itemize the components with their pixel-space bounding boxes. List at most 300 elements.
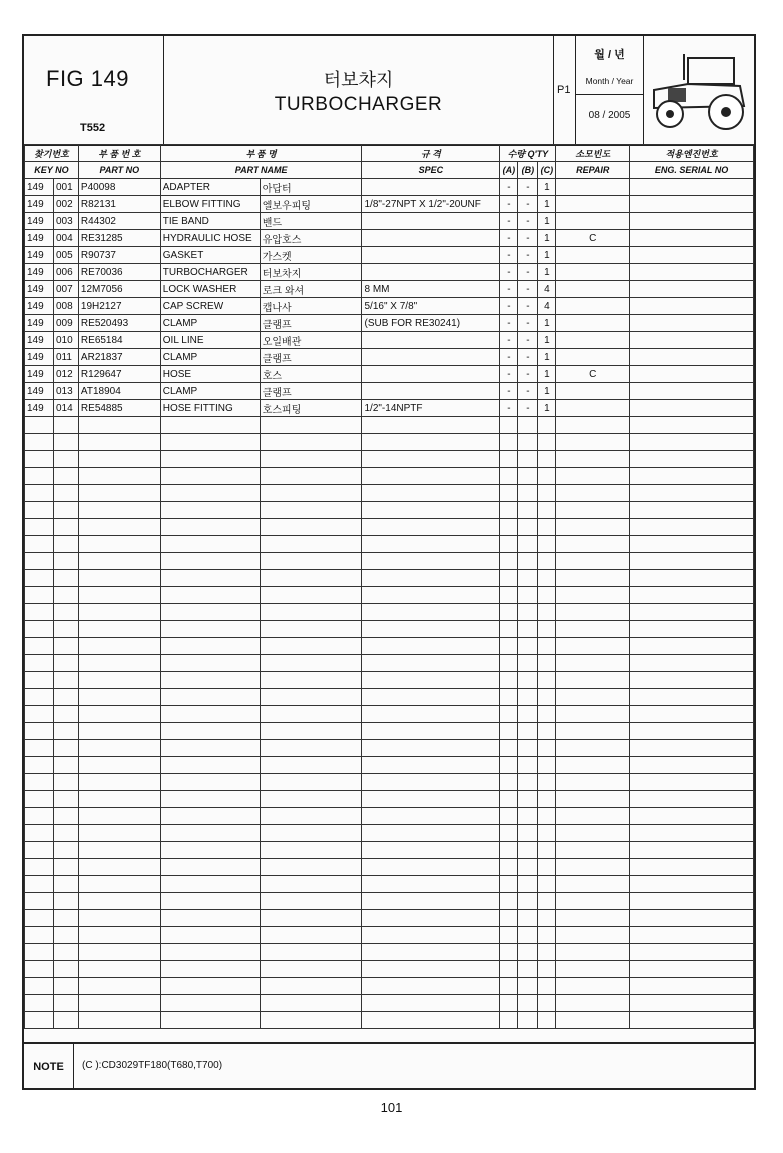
qty-b-cell (518, 842, 538, 859)
empty-table-row (25, 553, 754, 570)
serial-cell (630, 672, 754, 689)
part-name-en-cell (160, 910, 260, 927)
part-name-ko-cell (260, 859, 362, 876)
part-name-ko-cell (260, 553, 362, 570)
qty-b-cell (518, 910, 538, 927)
repair-cell (556, 706, 630, 723)
part-no-cell (78, 638, 160, 655)
part-name-en-cell: TIE BAND (160, 213, 260, 230)
part-name-en-cell (160, 621, 260, 638)
qty-c-cell (538, 468, 556, 485)
spec-cell (362, 536, 500, 553)
part-name-en-cell: ELBOW FITTING (160, 196, 260, 213)
empty-table-row (25, 876, 754, 893)
serial-cell (630, 723, 754, 740)
part-name-ko-cell: 캡나사 (260, 298, 362, 315)
qty-c-header: (C) (538, 162, 556, 179)
key-cell: 014 (53, 400, 78, 417)
table-row (25, 213, 754, 230)
key-cell (53, 519, 78, 536)
part-name-en-cell (160, 808, 260, 825)
qty-c-cell (538, 791, 556, 808)
empty-table-row (25, 570, 754, 587)
figure-number: FIG 149 (46, 66, 129, 91)
qty-b-cell: - (518, 315, 538, 332)
part-no-header: PART NO (78, 162, 160, 179)
part-name-ko-cell (260, 995, 362, 1012)
repair-cell (556, 689, 630, 706)
qty-a-cell (500, 655, 518, 672)
key-cell: 004 (53, 230, 78, 247)
qty-b-cell: - (518, 298, 538, 315)
part-no-cell (78, 995, 160, 1012)
qty-b-cell (518, 740, 538, 757)
repair-cell (556, 468, 630, 485)
qty-c-cell (538, 995, 556, 1012)
qty-c-cell (538, 570, 556, 587)
part-name-en-cell (160, 944, 260, 961)
serial-header-ko: 적용엔진번호 (630, 145, 754, 162)
fig-cell (25, 706, 54, 723)
serial-cell (630, 519, 754, 536)
spec-cell (362, 774, 500, 791)
part-name-en-cell (160, 655, 260, 672)
fig-cell (25, 876, 54, 893)
key-cell (53, 655, 78, 672)
table-row (25, 298, 754, 315)
qty-c-cell: 1 (538, 230, 556, 247)
part-no-cell (78, 1012, 160, 1029)
qty-c-cell (538, 825, 556, 842)
serial-cell (630, 230, 754, 247)
fig-cell: 149 (25, 332, 54, 349)
empty-table-row (25, 655, 754, 672)
qty-b-cell: - (518, 349, 538, 366)
qty-b-cell (518, 791, 538, 808)
part-no-cell (78, 893, 160, 910)
key-cell (53, 587, 78, 604)
part-no-cell (78, 859, 160, 876)
repair-cell (556, 791, 630, 808)
part-name-en-cell (160, 417, 260, 434)
repair-cell (556, 587, 630, 604)
qty-a-cell (500, 519, 518, 536)
part-name-ko-cell (260, 825, 362, 842)
issue-date: 08 / 2005 (588, 110, 631, 121)
part-name-en-cell (160, 536, 260, 553)
serial-cell (630, 213, 754, 230)
qty-a-cell: - (500, 332, 518, 349)
repair-cell (556, 808, 630, 825)
part-name-ko-cell (260, 502, 362, 519)
key-cell: 005 (53, 247, 78, 264)
fig-cell: 149 (25, 213, 54, 230)
part-name-en-cell: CLAMP (160, 383, 260, 400)
repair-cell (556, 927, 630, 944)
qty-c-cell (538, 451, 556, 468)
repair-cell (556, 876, 630, 893)
empty-table-row (25, 910, 754, 927)
part-name-en-cell (160, 519, 260, 536)
serial-cell (630, 587, 754, 604)
part-name-ko-cell (260, 1012, 362, 1029)
part-name-ko-cell (260, 621, 362, 638)
qty-c-cell (538, 706, 556, 723)
part-no-cell (78, 451, 160, 468)
part-name-ko-cell (260, 944, 362, 961)
empty-table-row (25, 757, 754, 774)
repair-cell (556, 281, 630, 298)
serial-cell (630, 349, 754, 366)
qty-a-cell (500, 723, 518, 740)
repair-cell (556, 638, 630, 655)
fig-cell (25, 791, 54, 808)
qty-a-cell (500, 842, 518, 859)
key-cell (53, 417, 78, 434)
serial-cell (630, 842, 754, 859)
part-name-en-cell: HOSE (160, 366, 260, 383)
empty-table-row (25, 859, 754, 876)
serial-cell (630, 536, 754, 553)
fig-cell (25, 1012, 54, 1029)
serial-cell (630, 281, 754, 298)
part-no-cell (78, 468, 160, 485)
repair-cell (556, 723, 630, 740)
fig-cell (25, 672, 54, 689)
part-name-ko-cell: 클램프 (260, 383, 362, 400)
part-name-ko-cell: 클램프 (260, 349, 362, 366)
page-cell (554, 36, 576, 144)
table-row (25, 400, 754, 417)
key-cell: 013 (53, 383, 78, 400)
qty-c-cell (538, 502, 556, 519)
part-name-en-cell: CLAMP (160, 315, 260, 332)
part-no-cell: RE31285 (78, 230, 160, 247)
fig-cell (25, 434, 54, 451)
part-name-ko-cell: 가스켓 (260, 247, 362, 264)
part-name-en-cell: TURBOCHARGER (160, 264, 260, 281)
qty-a-cell: - (500, 400, 518, 417)
part-name-en-cell (160, 995, 260, 1012)
title-cell (164, 36, 554, 144)
repair-cell (556, 349, 630, 366)
empty-table-row (25, 723, 754, 740)
part-no-cell: RE70036 (78, 264, 160, 281)
spec-cell (362, 723, 500, 740)
qty-b-cell (518, 621, 538, 638)
qty-a-cell (500, 927, 518, 944)
serial-cell (630, 264, 754, 281)
serial-cell (630, 876, 754, 893)
serial-cell (630, 655, 754, 672)
part-name-ko-cell (260, 842, 362, 859)
repair-cell (556, 519, 630, 536)
part-no-cell (78, 485, 160, 502)
qty-b-cell: - (518, 332, 538, 349)
key-cell (53, 434, 78, 451)
qty-c-cell: 4 (538, 298, 556, 315)
empty-table-row (25, 519, 754, 536)
fig-cell (25, 451, 54, 468)
part-name-ko-cell (260, 808, 362, 825)
serial-cell (630, 621, 754, 638)
empty-table-row (25, 672, 754, 689)
spec-cell (362, 740, 500, 757)
fig-cell (25, 604, 54, 621)
qty-a-cell (500, 961, 518, 978)
part-name-ko-cell: 오일배관 (260, 332, 362, 349)
fig-cell: 149 (25, 196, 54, 213)
qty-c-cell (538, 740, 556, 757)
repair-cell (556, 315, 630, 332)
key-cell: 008 (53, 298, 78, 315)
repair-cell (556, 995, 630, 1012)
spec-cell (362, 655, 500, 672)
tractor-icon (648, 50, 748, 132)
part-no-cell: RE520493 (78, 315, 160, 332)
spec-cell (362, 604, 500, 621)
repair-cell (556, 264, 630, 281)
qty-b-cell: - (518, 247, 538, 264)
qty-a-cell (500, 774, 518, 791)
part-name-en-cell (160, 434, 260, 451)
key-cell: 009 (53, 315, 78, 332)
spec-cell (362, 910, 500, 927)
spec-cell (362, 434, 500, 451)
spec-cell (362, 468, 500, 485)
qty-b-cell (518, 689, 538, 706)
part-name-ko-cell: 호스 (260, 366, 362, 383)
key-cell (53, 995, 78, 1012)
part-name-ko-cell (260, 485, 362, 502)
qty-b-cell (518, 417, 538, 434)
table-row (25, 230, 754, 247)
qty-c-cell: 1 (538, 383, 556, 400)
title-english: TURBOCHARGER (274, 94, 443, 115)
qty-c-cell (538, 774, 556, 791)
key-cell (53, 706, 78, 723)
fig-cell (25, 808, 54, 825)
part-no-cell (78, 757, 160, 774)
qty-c-cell (538, 927, 556, 944)
part-no-cell (78, 842, 160, 859)
qty-b-cell (518, 638, 538, 655)
spec-cell (362, 366, 500, 383)
part-no-cell (78, 723, 160, 740)
empty-table-row (25, 485, 754, 502)
part-name-en-cell (160, 485, 260, 502)
part-name-en-cell (160, 825, 260, 842)
part-name-en-cell: CAP SCREW (160, 298, 260, 315)
part-no-cell: R82131 (78, 196, 160, 213)
serial-cell (630, 961, 754, 978)
qty-c-cell (538, 723, 556, 740)
key-no-header-ko: 찾기번호 (25, 145, 79, 162)
qty-b-header: (B) (518, 162, 538, 179)
key-cell (53, 604, 78, 621)
qty-a-cell (500, 1012, 518, 1029)
repair-cell (556, 536, 630, 553)
fig-cell: 149 (25, 230, 54, 247)
qty-c-cell (538, 1012, 556, 1029)
serial-cell (630, 417, 754, 434)
qty-b-cell (518, 587, 538, 604)
part-no-cell (78, 774, 160, 791)
fig-cell (25, 689, 54, 706)
serial-cell (630, 332, 754, 349)
qty-a-cell: - (500, 230, 518, 247)
note-text: (C ):CD3029TF180(T680,T700) (82, 1060, 223, 1071)
part-name-en-cell: CLAMP (160, 349, 260, 366)
fig-cell (25, 927, 54, 944)
key-cell (53, 451, 78, 468)
serial-cell (630, 196, 754, 213)
serial-cell (630, 825, 754, 842)
spec-cell (362, 961, 500, 978)
qty-c-cell (538, 893, 556, 910)
qty-a-cell (500, 587, 518, 604)
table-row (25, 196, 754, 213)
repair-cell (556, 400, 630, 417)
qty-c-cell (538, 672, 556, 689)
qty-a-cell: - (500, 349, 518, 366)
fig-cell (25, 723, 54, 740)
serial-cell (630, 808, 754, 825)
repair-cell (556, 502, 630, 519)
fig-cell: 149 (25, 264, 54, 281)
part-no-cell (78, 570, 160, 587)
qty-a-cell (500, 876, 518, 893)
qty-c-cell (538, 859, 556, 876)
qty-c-cell (538, 638, 556, 655)
part-name-ko-cell (260, 519, 362, 536)
part-name-ko-cell (260, 417, 362, 434)
qty-a-cell: - (500, 213, 518, 230)
part-no-cell (78, 655, 160, 672)
qty-b-cell: - (518, 366, 538, 383)
fig-cell (25, 502, 54, 519)
table-row (25, 179, 754, 196)
spec-cell (362, 825, 500, 842)
part-no-cell (78, 740, 160, 757)
spec-cell (362, 893, 500, 910)
serial-cell (630, 944, 754, 961)
part-name-en-cell (160, 638, 260, 655)
part-no-cell: R44302 (78, 213, 160, 230)
qty-c-cell (538, 655, 556, 672)
serial-cell (630, 910, 754, 927)
part-name-ko-cell (260, 791, 362, 808)
qty-c-cell: 4 (538, 281, 556, 298)
part-name-ko-cell (260, 978, 362, 995)
fig-cell: 149 (25, 315, 54, 332)
qty-b-cell (518, 927, 538, 944)
part-name-en-cell (160, 757, 260, 774)
part-name-en-cell (160, 927, 260, 944)
key-cell: 010 (53, 332, 78, 349)
part-no-cell (78, 927, 160, 944)
fig-cell (25, 978, 54, 995)
key-cell (53, 1012, 78, 1029)
spec-cell (362, 1012, 500, 1029)
empty-table-row (25, 995, 754, 1012)
part-name-en-cell (160, 842, 260, 859)
qty-b-cell (518, 808, 538, 825)
fig-cell: 149 (25, 349, 54, 366)
qty-c-cell: 1 (538, 213, 556, 230)
empty-table-row (25, 842, 754, 859)
parts-catalog-sheet (22, 34, 756, 1090)
qty-a-cell: - (500, 298, 518, 315)
key-cell (53, 825, 78, 842)
key-cell: 011 (53, 349, 78, 366)
serial-cell (630, 706, 754, 723)
empty-table-row (25, 638, 754, 655)
serial-cell (630, 434, 754, 451)
key-cell (53, 740, 78, 757)
qty-a-cell (500, 485, 518, 502)
fig-cell (25, 910, 54, 927)
spec-cell (362, 417, 500, 434)
spec-cell (362, 791, 500, 808)
qty-c-cell (538, 417, 556, 434)
qty-b-cell (518, 672, 538, 689)
qty-b-cell (518, 944, 538, 961)
qty-b-cell (518, 774, 538, 791)
spec-cell (362, 553, 500, 570)
part-name-ko-cell (260, 536, 362, 553)
part-no-cell: RE65184 (78, 332, 160, 349)
title-korean: 터보챠지 (323, 70, 394, 90)
qty-b-cell (518, 876, 538, 893)
part-name-en-cell (160, 961, 260, 978)
spec-header: SPEC (362, 162, 500, 179)
part-no-cell (78, 553, 160, 570)
key-cell (53, 774, 78, 791)
page-code: P1 (557, 84, 571, 96)
part-name-en-cell (160, 1012, 260, 1029)
table-row (25, 366, 754, 383)
qty-a-cell (500, 893, 518, 910)
qty-a-cell: - (500, 366, 518, 383)
qty-c-cell (538, 604, 556, 621)
part-no-cell: R129647 (78, 366, 160, 383)
key-cell (53, 978, 78, 995)
qty-c-cell (538, 536, 556, 553)
fig-cell: 149 (25, 400, 54, 417)
spec-cell (362, 978, 500, 995)
part-name-ko-cell (260, 570, 362, 587)
table-row (25, 247, 754, 264)
spec-cell (362, 570, 500, 587)
part-name-ko-cell: 로크 와셔 (260, 281, 362, 298)
qty-a-cell (500, 434, 518, 451)
key-cell: 003 (53, 213, 78, 230)
fig-cell (25, 536, 54, 553)
spec-cell (362, 706, 500, 723)
qty-b-cell (518, 570, 538, 587)
repair-cell (556, 655, 630, 672)
spec-cell (362, 247, 500, 264)
key-cell (53, 672, 78, 689)
repair-cell (556, 1012, 630, 1029)
part-name-en-cell (160, 893, 260, 910)
part-name-ko-cell (260, 434, 362, 451)
tractor-image-cell (644, 36, 754, 144)
repair-cell (556, 298, 630, 315)
spec-cell (362, 383, 500, 400)
table-row (25, 315, 754, 332)
